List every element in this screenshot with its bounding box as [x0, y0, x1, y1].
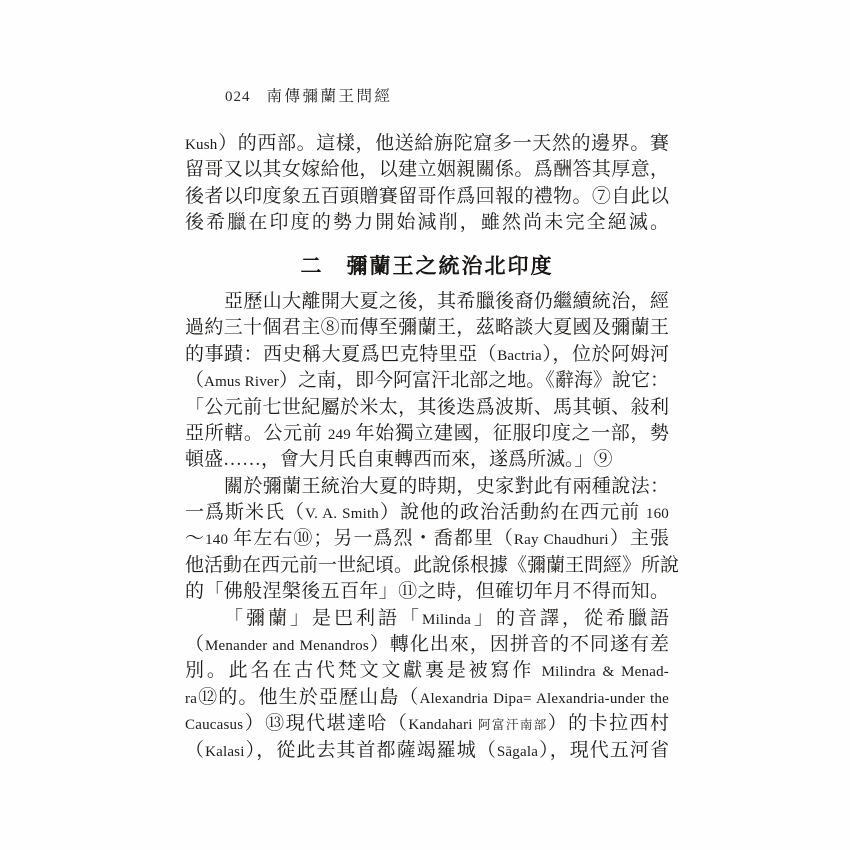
text-line: Caucasus）⑬現代堪達哈（Kandahari 阿富汗南部）的卡拉西村 — [185, 713, 669, 735]
latin-text: Milinda — [422, 611, 471, 628]
latin-text: 140 — [205, 532, 234, 549]
latin-text: ra — [185, 690, 198, 707]
latin-text: Milindra & Menad- — [541, 664, 669, 681]
text-line: 「彌蘭」是巴利語「Milinda」的音譯，從希臘語 — [224, 607, 669, 629]
latin-text: 160 — [645, 506, 669, 523]
text-column — [185, 131, 680, 764]
text-line: 亞歷山大離開大夏之後，其希臘後裔仍繼續統治，經 — [224, 290, 669, 312]
text-line: 「公元前七世紀屬於米太，其後迭爲波斯、馬其頓、敍利 — [185, 396, 669, 418]
latin-text: 249 — [327, 426, 356, 443]
latin-text: Kush — [185, 137, 218, 153]
latin-text: Kandahari — [408, 717, 478, 734]
latin-text: Amus River — [204, 374, 279, 391]
text-line: 的事蹟：西史稱大夏爲巴克特里亞（Bactria），位於阿姆河 — [185, 343, 669, 365]
text-line: ra⑫的。他生於亞歷山島（Alexandria Dipa= Alexandria-under the — [185, 686, 669, 708]
latin-text: Sāgala — [496, 743, 539, 760]
running-header — [225, 84, 393, 106]
book-title: 南傳彌蘭王問經 — [266, 88, 393, 105]
section-heading: 二 彌蘭王之統治北印度 — [300, 253, 554, 278]
text-line: 過約三十個君主⑧而傳至彌蘭王，茲略談大夏國及彌蘭王 — [185, 317, 669, 339]
text-line: 亞所轄。公元前 249 年始獨立建國，征服印度之一部，勢 — [185, 422, 669, 444]
text-line: 後希臘在印度的勢力開始減削，雖然尚未完全絕滅。 — [185, 212, 669, 234]
text-line: （Kalasi），從此去其首都薩竭羅城（Sāgala），現代五河省 — [185, 739, 669, 761]
text-line: 一爲斯米氏（V. A. Smith）說他的政治活動約在西元前 160 — [185, 502, 669, 524]
text-line: 關於彌蘭王統治大夏的時期，史家對此有兩種說法： — [224, 475, 669, 497]
latin-text: V. A. Smith — [305, 506, 380, 523]
latin-text: Bactria — [497, 347, 542, 364]
text-line: 留哥又以其女嫁給他，以建立姻親關係。爲酬答其厚意， — [185, 159, 669, 181]
latin-text: Caucasus — [185, 717, 244, 734]
text-line: ～140 年左右⑩；另一爲烈・喬都里（Ray Chaudhuri）主張 — [185, 528, 669, 550]
text-line: Kush）的西部。這樣，他送給旃陀窟多一天然的邊界。賽 — [185, 133, 669, 154]
page-number: 024 — [225, 89, 251, 105]
latin-text: Ray Chaudhuri — [513, 532, 609, 549]
latin-text: Kalasi — [205, 743, 245, 760]
latin-text: Menander and Menandros — [205, 638, 369, 655]
latin-text: Alexandria Dipa= Alexandria-under the — [419, 690, 669, 707]
text-line: （Menander and Menandros）轉化出來，因拼音的不同遂有差 — [185, 634, 669, 656]
text-line: 別。此名在古代梵文文獻裏是被寫作 Milindra & Menad- — [185, 660, 669, 682]
annotation-text: 阿富汗南部 — [477, 718, 548, 733]
text-line: 他活動在西元前一世紀頃。此說係根據《彌蘭王問經》所說 — [185, 554, 680, 576]
text-line: 的「佛般涅槃後五百年」⑪之時，但確切年月不得而知。 — [185, 581, 669, 603]
text-line: （Amus River）之南，即今阿富汗北部之地。《辭海》說它： — [185, 370, 669, 392]
text-line: 頓盛……，會大月氏自東轉西而來，遂爲所滅。」⑨ — [185, 449, 613, 471]
text-line: 後者以印度象五百頭贈賽留哥作爲回報的禮物。⑦自此以 — [185, 185, 669, 207]
